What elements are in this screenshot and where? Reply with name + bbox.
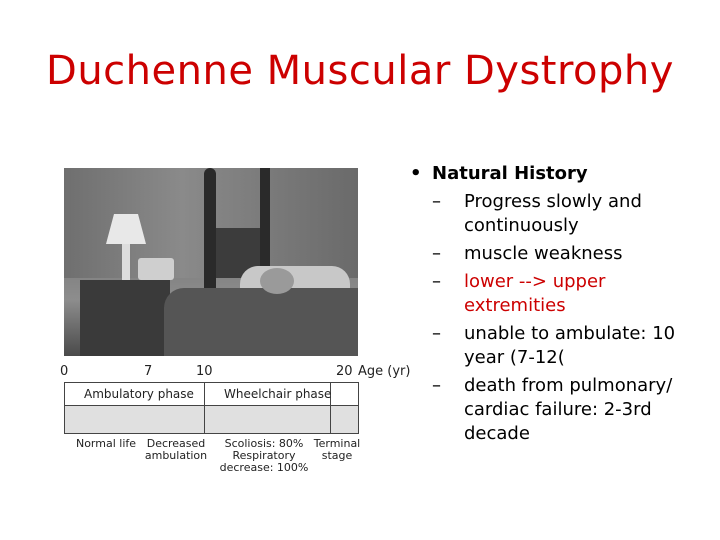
ambulatory-phase-label: Ambulatory phase (84, 387, 194, 401)
stage-decreased-ambulation: Decreased ambulation (144, 437, 208, 462)
sub-bullet-progress: – Progress slowly and continuously (432, 191, 642, 236)
stage-normal-life: Normal life (75, 437, 137, 450)
dash-icon: – (432, 323, 441, 344)
patient-face (260, 268, 294, 294)
bullet-icon: • (410, 163, 422, 184)
patient-in-bed-photo (64, 168, 358, 356)
natural-history-list (406, 162, 706, 446)
tick-0: 0 (60, 364, 69, 379)
stage-scoliosis-respiratory: Scoliosis: 80% Respiratory decrease: 100% (219, 437, 309, 474)
dash-icon: – (432, 191, 441, 212)
wheelchair-phase-label: Wheelchair phase (224, 387, 332, 401)
nightstand (80, 280, 170, 356)
tick-20: 20 (336, 364, 353, 379)
dash-icon: – (432, 243, 441, 264)
dash-icon: – (432, 375, 441, 396)
stage-row (64, 406, 359, 434)
sub-bullet-weakness: – muscle weakness (432, 243, 623, 264)
dash-icon: – (432, 271, 441, 292)
bullet-heading: • Natural History (410, 163, 588, 184)
sub-bullet-extremities: – lower --> upper extremities (432, 271, 606, 316)
tick-7: 7 (144, 364, 153, 379)
sub-bullet-death: – death from pulmonary/ cardiac failure: 2-3rd decade (432, 375, 673, 444)
slide-title: Duchenne Muscular Dystrophy (46, 48, 674, 94)
stage-terminal: Terminal stage (313, 437, 361, 462)
age-axis-label: Age (yr) (358, 364, 411, 379)
tick-10: 10 (196, 364, 213, 379)
ventilator-device (138, 258, 174, 280)
sub-bullet-ambulate: – unable to ambulate: 10 year (7-12( (432, 323, 676, 368)
